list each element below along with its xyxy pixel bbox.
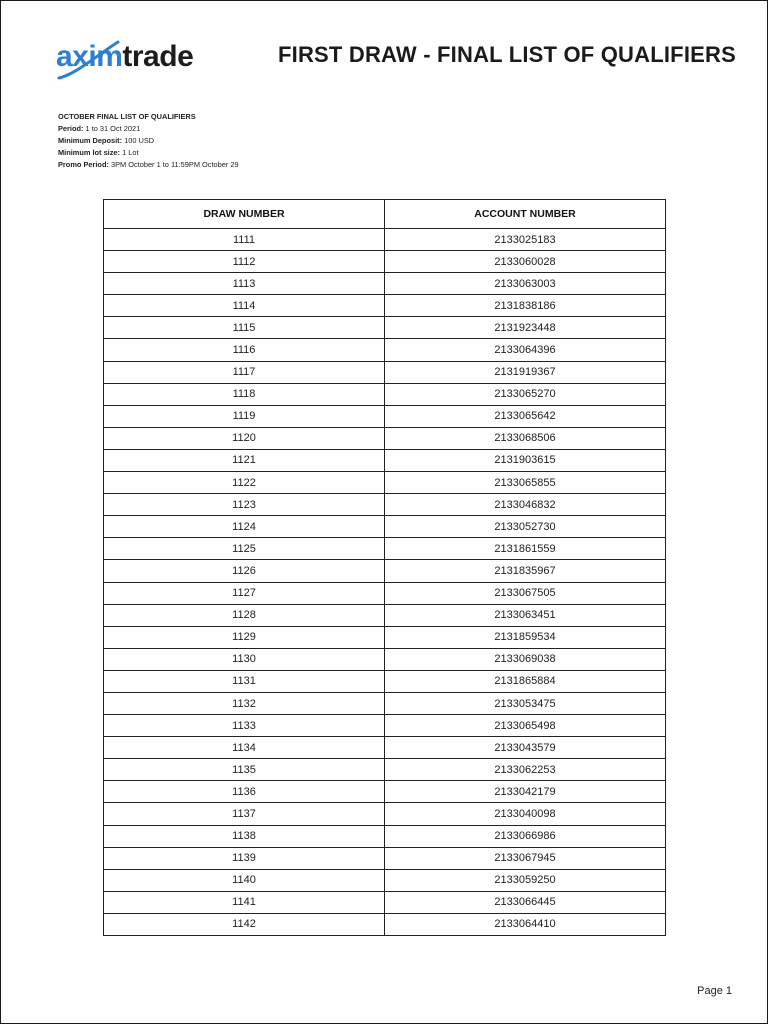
account-number-cell: 2133046832 bbox=[385, 494, 666, 516]
promo-info bbox=[58, 111, 239, 171]
info-period bbox=[58, 123, 239, 135]
table-row bbox=[104, 847, 666, 869]
column-header-account-number: ACCOUNT NUMBER bbox=[385, 200, 666, 229]
draw-number-cell: 1129 bbox=[104, 626, 385, 648]
account-number-cell: 2133067505 bbox=[385, 582, 666, 604]
draw-number-cell: 1114 bbox=[104, 295, 385, 317]
table-row bbox=[104, 560, 666, 582]
draw-number-cell: 1142 bbox=[104, 913, 385, 935]
draw-number-cell: 1113 bbox=[104, 273, 385, 295]
table-row bbox=[104, 317, 666, 339]
table-row bbox=[104, 825, 666, 847]
min-deposit-value: 100 USD bbox=[124, 136, 155, 145]
account-number-cell: 2133052730 bbox=[385, 516, 666, 538]
info-min-deposit bbox=[58, 135, 239, 147]
account-number-cell: 2131861559 bbox=[385, 538, 666, 560]
account-number-cell: 2131923448 bbox=[385, 317, 666, 339]
account-number-cell: 2133069038 bbox=[385, 648, 666, 670]
table-row bbox=[104, 339, 666, 361]
table-body bbox=[104, 229, 666, 936]
account-number-cell: 2133065270 bbox=[385, 383, 666, 405]
account-number-cell: 2133062253 bbox=[385, 759, 666, 781]
draw-number-cell: 1126 bbox=[104, 560, 385, 582]
logo-graphic bbox=[56, 34, 236, 84]
table-row bbox=[104, 229, 666, 251]
account-number-cell: 2133066445 bbox=[385, 891, 666, 913]
info-heading: OCTOBER FINAL LIST OF QUALIFIERS bbox=[58, 112, 196, 121]
promo-value: 3PM October 1 to 11:59PM October 29 bbox=[110, 160, 239, 169]
draw-number-cell: 1122 bbox=[104, 472, 385, 494]
draw-number-cell: 1123 bbox=[104, 494, 385, 516]
draw-number-cell: 1112 bbox=[104, 251, 385, 273]
draw-number-cell: 1115 bbox=[104, 317, 385, 339]
page-title: FIRST DRAW - FINAL LIST OF QUALIFIERS bbox=[278, 42, 736, 67]
table-row bbox=[104, 670, 666, 692]
account-number-cell: 2133067945 bbox=[385, 847, 666, 869]
period-value: 1 to 31 Oct 2021 bbox=[85, 124, 141, 133]
account-number-cell: 2131859534 bbox=[385, 626, 666, 648]
draw-number-cell: 1139 bbox=[104, 847, 385, 869]
min-lot-value: 1 Lot bbox=[122, 148, 139, 157]
aximtrade-logo bbox=[56, 34, 236, 84]
table-row bbox=[104, 361, 666, 383]
draw-number-cell: 1132 bbox=[104, 692, 385, 714]
account-number-cell: 2133066986 bbox=[385, 825, 666, 847]
table-row bbox=[104, 251, 666, 273]
draw-number-cell: 1138 bbox=[104, 825, 385, 847]
table-row bbox=[104, 737, 666, 759]
draw-number-cell: 1140 bbox=[104, 869, 385, 891]
account-number-cell: 2133025183 bbox=[385, 229, 666, 251]
draw-number-cell: 1124 bbox=[104, 516, 385, 538]
draw-number-cell: 1137 bbox=[104, 803, 385, 825]
draw-number-cell: 1141 bbox=[104, 891, 385, 913]
min-deposit-label: Minimum Deposit: bbox=[58, 136, 123, 145]
header bbox=[56, 34, 736, 84]
account-number-cell: 2133053475 bbox=[385, 692, 666, 714]
table-row bbox=[104, 582, 666, 604]
account-number-cell: 2131838186 bbox=[385, 295, 666, 317]
draw-number-cell: 1128 bbox=[104, 604, 385, 626]
svg-text:aximtrade bbox=[56, 40, 193, 73]
table-row bbox=[104, 803, 666, 825]
table-row bbox=[104, 759, 666, 781]
table-row bbox=[104, 715, 666, 737]
table-row bbox=[104, 692, 666, 714]
account-number-cell: 2133068506 bbox=[385, 427, 666, 449]
account-number-cell: 2133065498 bbox=[385, 715, 666, 737]
draw-number-cell: 1119 bbox=[104, 405, 385, 427]
table-row bbox=[104, 781, 666, 803]
table-row bbox=[104, 472, 666, 494]
table-row bbox=[104, 538, 666, 560]
info-promo bbox=[58, 159, 239, 171]
draw-number-cell: 1125 bbox=[104, 538, 385, 560]
table-row bbox=[104, 494, 666, 516]
account-number-cell: 2133060028 bbox=[385, 251, 666, 273]
account-number-cell: 2131865884 bbox=[385, 670, 666, 692]
page-number: Page 1 bbox=[697, 985, 732, 997]
draw-number-cell: 1120 bbox=[104, 427, 385, 449]
table-header-row bbox=[104, 200, 666, 229]
draw-number-cell: 1136 bbox=[104, 781, 385, 803]
table-row bbox=[104, 405, 666, 427]
account-number-cell: 2133065855 bbox=[385, 472, 666, 494]
table-row bbox=[104, 604, 666, 626]
account-number-cell: 2133064410 bbox=[385, 913, 666, 935]
account-number-cell: 2133042179 bbox=[385, 781, 666, 803]
account-number-cell: 2131903615 bbox=[385, 449, 666, 471]
table-row bbox=[104, 273, 666, 295]
account-number-cell: 2133040098 bbox=[385, 803, 666, 825]
table-row bbox=[104, 383, 666, 405]
table-row bbox=[104, 626, 666, 648]
draw-number-cell: 1130 bbox=[104, 648, 385, 670]
table-row bbox=[104, 891, 666, 913]
account-number-cell: 2131919367 bbox=[385, 361, 666, 383]
account-number-cell: 2133064396 bbox=[385, 339, 666, 361]
column-header-draw-number: DRAW NUMBER bbox=[104, 200, 385, 229]
table-row bbox=[104, 648, 666, 670]
table-row bbox=[104, 869, 666, 891]
period-label: Period: bbox=[58, 124, 84, 133]
logo-text-accent: axim bbox=[56, 40, 123, 73]
draw-number-cell: 1131 bbox=[104, 670, 385, 692]
draw-number-cell: 1111 bbox=[104, 229, 385, 251]
account-number-cell: 2133063003 bbox=[385, 273, 666, 295]
draw-number-cell: 1121 bbox=[104, 449, 385, 471]
promo-label: Promo Period: bbox=[58, 160, 109, 169]
min-lot-label: Minimum lot size: bbox=[58, 148, 121, 157]
table-row bbox=[104, 427, 666, 449]
qualifiers-table bbox=[103, 199, 666, 936]
table-row bbox=[104, 449, 666, 471]
account-number-cell: 2133063451 bbox=[385, 604, 666, 626]
draw-number-cell: 1133 bbox=[104, 715, 385, 737]
account-number-cell: 2131835967 bbox=[385, 560, 666, 582]
account-number-cell: 2133043579 bbox=[385, 737, 666, 759]
draw-number-cell: 1117 bbox=[104, 361, 385, 383]
draw-number-cell: 1134 bbox=[104, 737, 385, 759]
account-number-cell: 2133065642 bbox=[385, 405, 666, 427]
table-row bbox=[104, 295, 666, 317]
draw-number-cell: 1127 bbox=[104, 582, 385, 604]
logo-text-main: trade bbox=[122, 40, 194, 73]
info-min-lot bbox=[58, 147, 239, 159]
draw-number-cell: 1118 bbox=[104, 383, 385, 405]
table-row bbox=[104, 913, 666, 935]
draw-number-cell: 1116 bbox=[104, 339, 385, 361]
table-row bbox=[104, 516, 666, 538]
draw-number-cell: 1135 bbox=[104, 759, 385, 781]
account-number-cell: 2133059250 bbox=[385, 869, 666, 891]
